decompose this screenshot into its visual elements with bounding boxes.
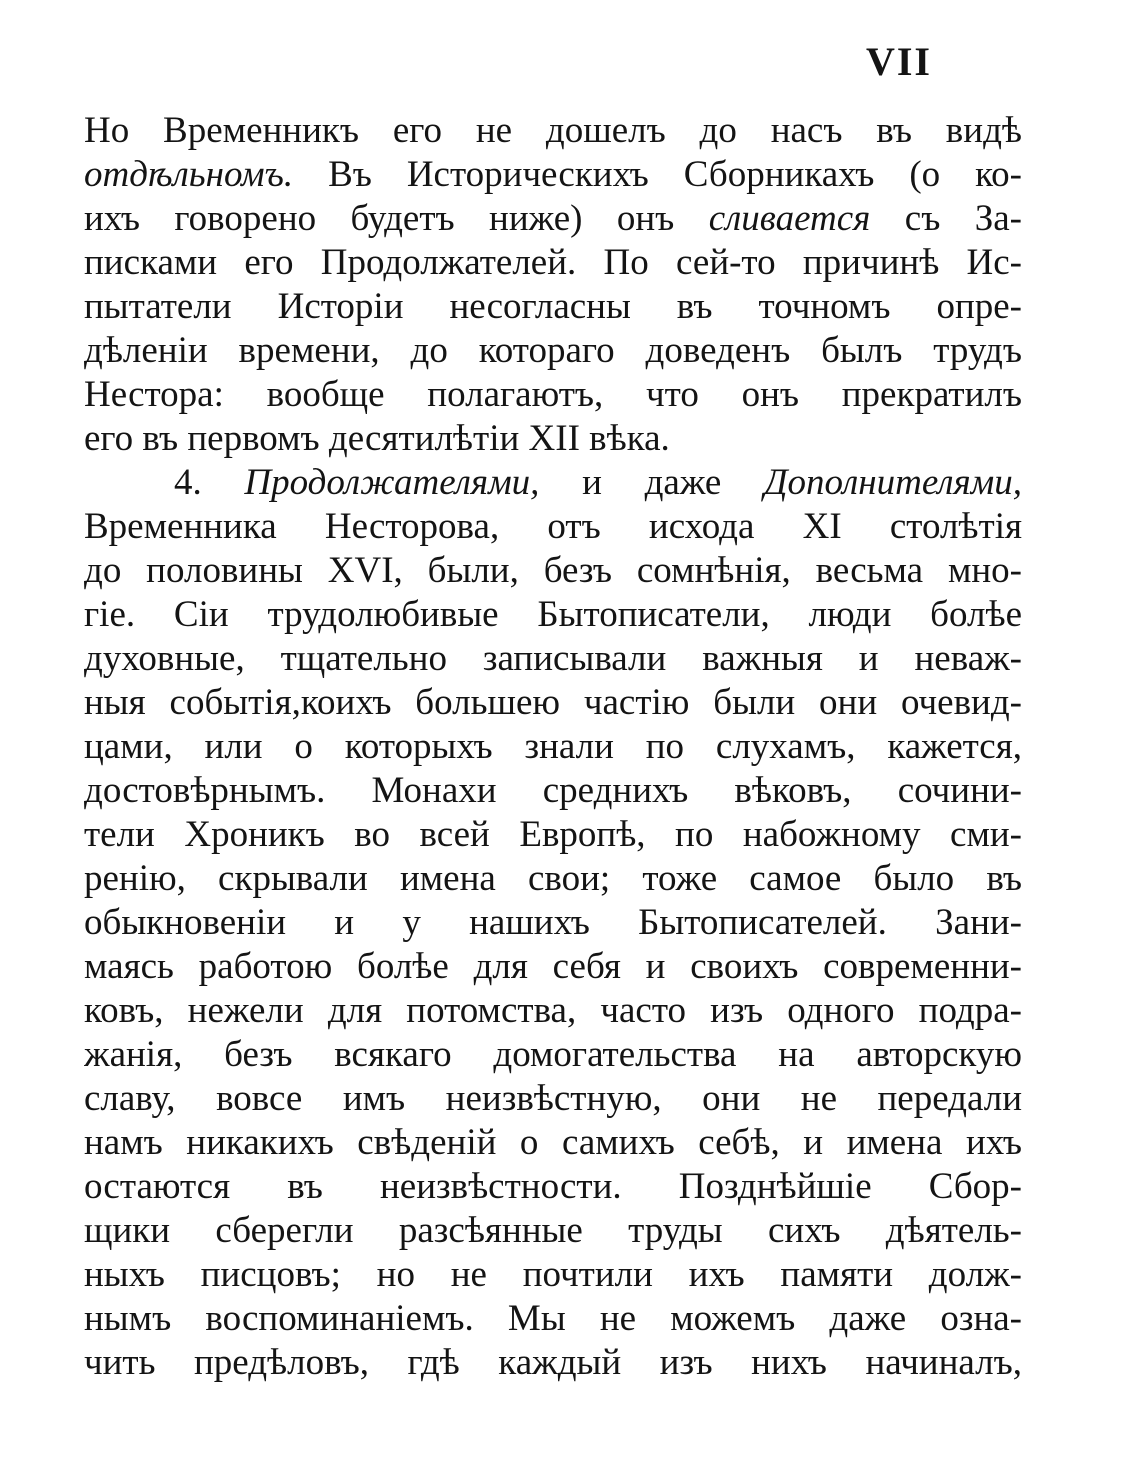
text-fragment: и даже [582,462,722,503]
italic-term: Продолжателями, [244,462,540,503]
text-line: гіе. Сіи трудолюбивые Бытописатели, люди болѣе [84,594,1022,635]
text-line: достовѣрнымъ. Монахи среднихъ вѣковъ, сочини- [84,770,1022,811]
text-line: ренію, скрывали имена свои; тоже самое было въ [84,858,1022,899]
text-line: обыкновеніи и у нашихъ Бытописателей. Зани- [84,902,1022,943]
text-line: пытатели Исторіи несогласны въ точномъ опре- [84,286,1022,327]
body-text [84,109,1022,1385]
text-line: цами, или о которыхъ знали по слухамъ, кажется, [84,726,1022,767]
text-line: намъ никакихъ свѣденій о самихъ себѣ, и имена ихъ [84,1122,1022,1163]
text-line: щики сберегли разсѣянные труды сихъ дѣятель- [84,1210,1022,1251]
text-line: его въ первомъ десятилѣтіи XII вѣка. [84,418,670,459]
text-line [84,197,1022,241]
text-line: маясь работою болѣе для себя и своихъ современни- [84,946,1022,987]
text-line [84,153,1022,197]
text-line: писками его Продолжателей. По сей-то причинѣ Ис- [84,242,1022,283]
text-line: остаются въ неизвѣстности. Позднѣйшіе Сбор- [84,1166,1022,1207]
text-line: славу, вовсе имъ неизвѣстную, они не передали [84,1078,1022,1119]
text-line: духовные, тщательно записывали важныя и неваж- [84,638,1022,679]
text-fragment: съ За- [904,198,1022,239]
italic-term: отдѣльномъ. [84,154,294,195]
text-line: тели Хроникъ во всей Европѣ, по набожному сми- [84,814,1022,855]
text-line: дѣленіи времени, до котораго доведенъ былъ трудъ [84,330,1022,371]
paragraph-4-first-line [84,461,1022,505]
text-line: до половины XVI, были, безъ сомнѣнія, весьма мно- [84,550,1022,591]
paragraph-number: 4. [174,462,202,503]
text-line: чить предѣловъ, гдѣ каждый изъ нихъ начиналъ, [84,1342,1022,1383]
text-line: нымъ воспоминаніемъ. Мы не можемъ даже озна- [84,1298,1022,1339]
italic-term: Дополнителями, [764,462,1022,503]
text-line: Временника Несторова, отъ исхода XI столѣтія [84,506,1022,547]
text-line: Нестора: вообще полагаютъ, что онъ прекратилъ [84,374,1022,415]
page-number: VII [865,39,932,84]
text-fragment: ихъ говорено будетъ ниже) онъ [84,198,675,239]
text-line: жанія, безъ всякаго домогательства на авторскую [84,1034,1022,1075]
text-line: Но Временникъ его не дошелъ до насъ въ видѣ [84,110,1022,151]
text-line: ковъ, нежели для потомства, часто изъ одного подра- [84,990,1022,1031]
italic-term: сливается [708,198,871,239]
text-line: ныя событія,коихъ большею частію были они очевид- [84,682,1022,723]
text-line: ныхъ писцовъ; но не почтили ихъ памяти долж- [84,1254,1022,1295]
text-fragment: Въ Историческихъ Сборникахъ (о ко- [328,154,1022,195]
